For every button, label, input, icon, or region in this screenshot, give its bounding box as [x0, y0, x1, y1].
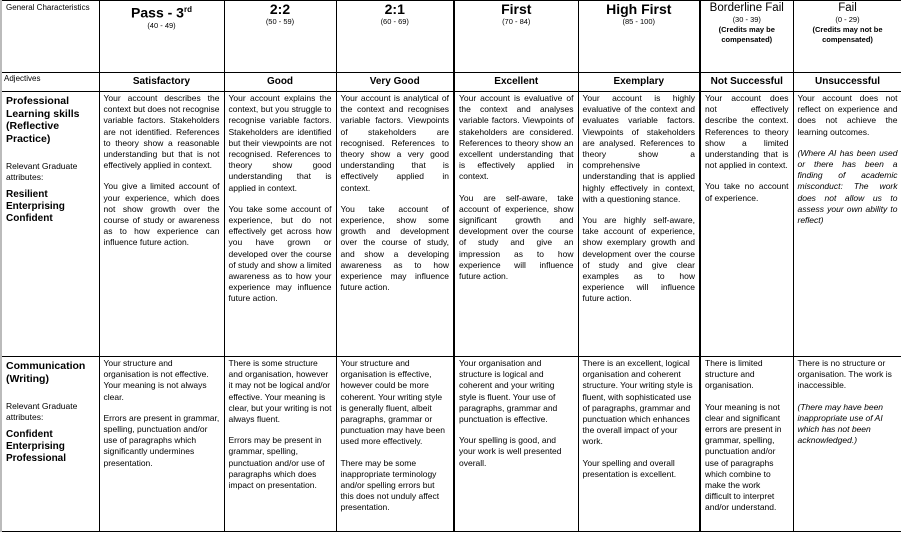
- grade-header-fail: [793, 1, 901, 73]
- descriptor-paragraph: Your structure and organisation is effective, however could be more coherent. Your writing style is generally fluent, albeit paragraphs, grammar or punctuation may have been used more effectively.: [340, 358, 445, 447]
- adjective-cell: Good: [224, 73, 336, 92]
- grade-range: (30 - 39): [732, 15, 761, 24]
- descriptor-cell: [336, 92, 454, 357]
- grade-name: First: [501, 1, 532, 17]
- descriptor-paragraph: You take account of experience, show some growth and development over the course of study, and show a developing awareness as to how experience may influence future action.: [340, 203, 449, 293]
- criterion-row-reflective-practice: [1, 92, 901, 357]
- descriptor-cell: [700, 92, 793, 357]
- descriptor-note: (There may have been inappropriate use of AI which has not been acknowledged.): [797, 401, 884, 446]
- grade-range: (70 - 84): [502, 17, 531, 26]
- grade-name: Pass - 3rd: [131, 4, 192, 21]
- grade-range: (40 - 49): [147, 20, 176, 30]
- graduate-attributes-label: Relevant Graduate attributes:: [6, 161, 78, 182]
- grade-name: Fail: [838, 2, 857, 14]
- grade-header-2-1: [336, 1, 454, 73]
- descriptor-cell: [224, 92, 336, 357]
- descriptor-cell: [700, 357, 793, 532]
- adjective-cell: Satisfactory: [99, 73, 224, 92]
- graduate-attributes-label: Relevant Graduate attributes:: [6, 401, 78, 422]
- corner-label: General Characteristics: [1, 1, 99, 73]
- descriptor-cell: [454, 357, 578, 532]
- criterion-title: Communication (Writing): [6, 360, 86, 385]
- descriptor-cell: [336, 357, 454, 532]
- grade-note: (Credits may be compensated): [718, 25, 775, 44]
- descriptor-cell: [578, 357, 700, 532]
- descriptor-note: (Where AI has been used or there has been a finding of academic misconduct: The work does not allow us to assess your own ability to reflect): [797, 147, 898, 226]
- descriptor-paragraph: Your account is highly evaluative of the context and evaluates variable factors. Viewpoints of stakeholders are analysed. References to theory show a comprehensive understanding that is applied highly effectively in context, with a questioning stance.: [582, 93, 695, 204]
- descriptor-paragraph: You are highly self-aware, take account of experience, show exemplary growth and development over the course of study and give clear examples as to how experience will influence future action.: [582, 215, 695, 304]
- descriptor-paragraph: There may be some inappropriate terminology and/or spelling errors but this does not unduly affect presentation.: [340, 457, 440, 513]
- adjective-cell: Excellent: [454, 73, 578, 92]
- grade-range: (0 - 29): [835, 15, 860, 24]
- grade-header-row: [1, 1, 901, 73]
- adjectives-label: Adjectives: [1, 73, 99, 92]
- grade-header-borderline-fail: [700, 1, 793, 73]
- descriptor-paragraph: You take some account of experience, but do not effectively get across how you have grown or developed over the course of study and show a limited awareness as to how your experience may influence future action.: [228, 203, 332, 304]
- descriptor-cell: [578, 92, 700, 357]
- grade-range: (50 - 59): [265, 17, 295, 26]
- descriptor-paragraph: Your account does not effectively describe the context. References to theory show a limited understanding that is not applied in context.: [705, 93, 789, 171]
- descriptor-paragraph: You take no account of experience.: [705, 181, 789, 203]
- grade-header-pass: [99, 1, 224, 73]
- descriptor-paragraph: Your spelling is good, and your work is well presented overall.: [459, 435, 562, 468]
- descriptor-cell: [793, 357, 901, 532]
- descriptor-paragraph: There is some structure and organisation, however it may not be logical and/or effective. Your meaning is clear, but your writing is not always fluent.: [228, 358, 332, 425]
- descriptor-paragraph: Your account is evaluative of the context and analyses variable factors. Viewpoints of stakeholders are considered. References to theory show an excellent understanding that is effectively applied in context.: [459, 93, 574, 182]
- descriptor-paragraph: Your structure and organisation is not effective. Your meaning is not always clear.: [103, 358, 209, 402]
- grade-range: (60 - 69): [380, 17, 409, 26]
- descriptor-paragraph: Your account describes the context but does not recognise variable factors. Stakeholders are not identified. References to theory show a reasonable understanding but that is not effectively applied in context.: [103, 93, 220, 171]
- descriptor-cell: [224, 357, 336, 532]
- criterion-row-communication: [1, 357, 901, 532]
- adjective-cell: Not Successful: [700, 73, 793, 92]
- grade-name: 2:1: [384, 1, 405, 17]
- descriptor-paragraph: There is an excellent, logical organisation and coherent structure. Your writing style is fluent, with sophisticated use of paragraphs, grammar and punctuation which enhances the overall impact of your work.: [582, 358, 693, 447]
- grade-name: Borderline Fail: [709, 2, 784, 14]
- descriptor-paragraph: Your account is analytical of the context and recognises variable factors. Viewpoints of stakeholders are recognised. References to theory show a very good understanding that is effectively applied in context.: [340, 93, 449, 193]
- descriptor-paragraph: You are self-aware, take account of experience, show significant growth and development over the course of study and give an impression as to how experience will influence future action.: [459, 192, 574, 282]
- grade-name: 2:2: [269, 1, 291, 17]
- descriptor-paragraph: Errors may be present in grammar, spelling, punctuation and/or use of paragraphs which does impact on presentation.: [228, 435, 325, 491]
- descriptor-paragraph: There is limited structure and organisation.: [705, 358, 763, 391]
- adjective-cell: Very Good: [336, 73, 454, 92]
- criterion-label-cell: [1, 357, 99, 532]
- grade-header-2-2: [224, 1, 336, 73]
- grade-note: (Credits may not be compensated): [812, 25, 883, 44]
- descriptor-cell: [454, 92, 578, 357]
- graduate-attributes: Resilient Enterprising Confident: [6, 189, 65, 224]
- adjectives-row: [1, 73, 901, 92]
- criterion-label-cell: [1, 92, 99, 357]
- adjective-cell: Exemplary: [578, 73, 700, 92]
- grade-name: High First: [606, 1, 672, 17]
- descriptor-paragraph: You give a limited account of your experience, which does not show growth over the course of study or awareness as to how experience can influence future action.: [103, 181, 220, 248]
- descriptor-paragraph: Your account does not reflect on experience and does not achieve the learning outcomes.: [797, 93, 898, 137]
- descriptor-paragraph: Errors are present in grammar, spelling, punctuation and/or use of paragraphs which significantly undermines presentation.: [103, 412, 220, 468]
- descriptor-paragraph: Your spelling and overall presentation is excellent.: [582, 457, 677, 479]
- criterion-title: Professional Learning skills (Reflective Practice): [6, 95, 80, 145]
- grade-header-high-first: [578, 1, 700, 73]
- grade-range: (85 - 100): [622, 17, 656, 26]
- grade-header-first: [454, 1, 578, 73]
- descriptor-cell: [99, 92, 224, 357]
- descriptor-paragraph: Your organisation and structure is logical and coherent and your writing style is fluent. Your use of paragraphs, grammar and punctuation is effective.: [459, 358, 558, 425]
- descriptor-paragraph: Your meaning is not clear and significant errors are present in grammar, spelling, punctuation and/or use of paragraphs which combine to make the work difficult to interpret and/or understand.: [705, 401, 782, 513]
- adjective-cell: Unsuccessful: [793, 73, 901, 92]
- descriptor-cell: [99, 357, 224, 532]
- descriptor-paragraph: Your account explains the context, but you struggle to recognise variable factors. Stakeholders are identified but their viewpoints are not recognised. References to theory show good understanding that is applied in context.: [228, 93, 332, 193]
- graduate-attributes: Confident Enterprising Professional: [6, 429, 67, 464]
- descriptor-paragraph: There is no structure or organisation. The work is inaccessible.: [797, 358, 892, 391]
- descriptor-cell: [793, 92, 901, 357]
